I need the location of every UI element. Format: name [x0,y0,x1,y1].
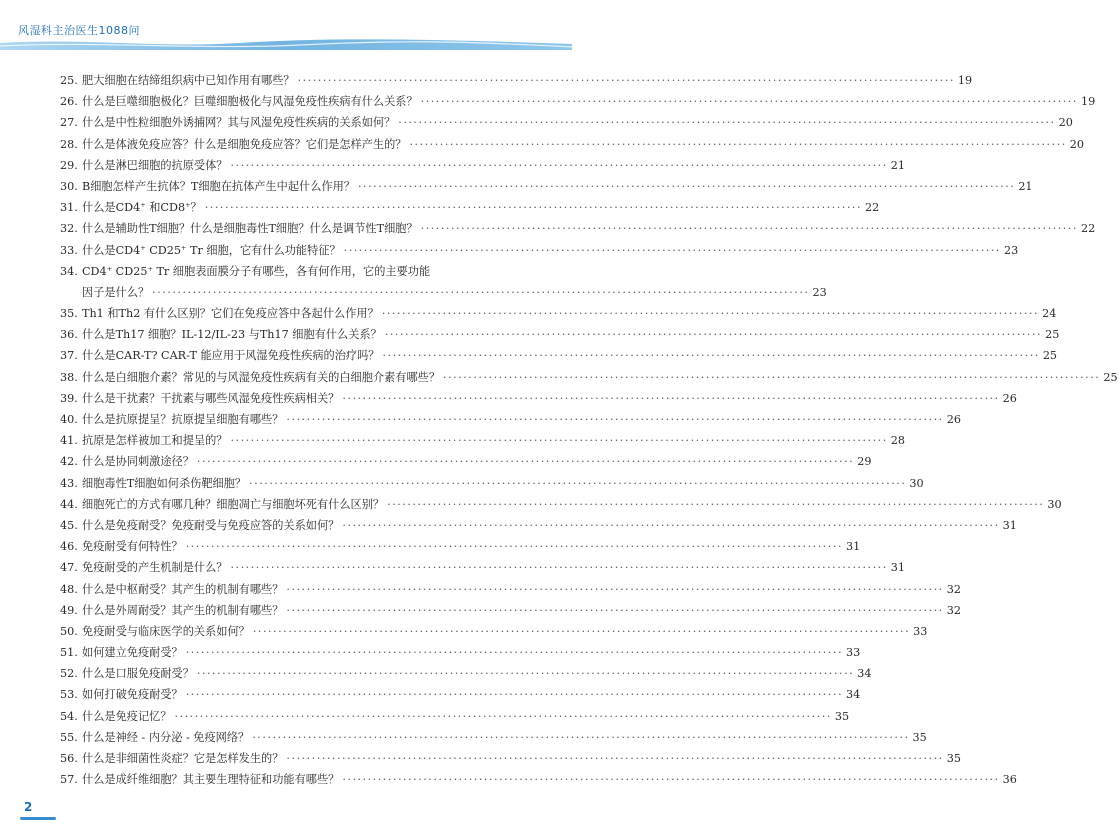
toc-entry-number: 30. [60,179,78,193]
toc-entry-title: 什么是成纤维细胞？其主要生理特征和功能有哪些？ [82,773,340,787]
toc-entry-number: 48. [60,582,78,596]
dot-leader [443,367,1100,388]
toc-entry[interactable] [60,324,1060,345]
dot-leader [421,91,1078,112]
toc-entry-title [82,197,202,218]
toc-entry-title: 什么是Th17 细胞？IL-12/IL-23 与Th17 细胞有什么关系？ [82,328,382,342]
toc-entry-page: 20 [1058,116,1073,130]
toc-entry-number: 34. [60,264,78,278]
footer-accent-line [20,817,56,820]
toc-entry[interactable] [60,345,1058,366]
dot-leader [152,282,809,303]
toc-entry-page: 25 [1042,349,1058,363]
toc-entry-page: 33 [846,646,861,660]
toc-entry-title: 什么是中枢耐受？其产生的机制有哪些？ [82,582,284,596]
dot-leader [342,769,999,790]
toc-entry-number: 38. [60,370,78,384]
toc-entry[interactable] [60,536,861,557]
toc-entry[interactable] [60,240,1019,261]
dot-leader [286,600,943,621]
toc-entry[interactable] [60,197,880,218]
dot-leader [253,621,910,642]
toc-entry-title [82,261,430,282]
toc-entry-number: 50. [60,624,78,638]
toc-entry[interactable] [60,473,924,494]
toc-entry-page: 22 [1080,222,1096,236]
toc-entry-page: 31 [890,561,906,575]
toc-entry[interactable] [60,70,973,91]
dot-leader [230,430,887,451]
toc-entry[interactable] [60,684,861,705]
title-fragment: CD4 [82,264,107,278]
toc-entry[interactable] [60,91,1096,112]
toc-entry[interactable] [60,303,1057,324]
toc-entry-title: 什么是外周耐受？其产生的机制有哪些？ [82,603,284,617]
dot-leader [387,494,1044,515]
toc-entry-page: 25 [1103,370,1118,384]
toc-entry[interactable] [60,112,1073,133]
toc-entry-number: 26. [60,95,78,109]
toc-entry-page: 32 [946,582,961,596]
toc-entry-title: 免疫耐受的产生机制是什么？ [82,561,228,575]
toc-entry-title: 什么是中性粒细胞外诱捕网？其与风湿免疫性疾病的关系如何？ [82,116,396,130]
toc-entry-page: 36 [1002,773,1017,787]
dot-leader [358,176,1015,197]
dot-leader [421,218,1078,239]
toc-entry-number: 31. [60,201,78,215]
dot-leader [409,134,1066,155]
toc-entry-number: 28. [60,137,78,151]
toc-entry-page: 24 [1042,307,1057,321]
toc-entry-page: 23 [1003,243,1019,257]
toc-entry[interactable] [60,727,927,748]
toc-entry-number: 35. [60,307,78,321]
dot-leader [205,197,862,218]
dot-leader [175,706,832,727]
toc-entry-number: 54. [60,709,78,723]
title-fragment: CD25 [145,243,181,257]
dot-leader [252,727,909,748]
toc-entry-title: 什么是口服免疫耐受？ [82,667,194,681]
title-fragment: Tr 细胞，它有什么功能特征？ [186,243,341,257]
toc-entry-number: 42. [60,455,78,469]
title-fragment: 和CD8 [145,201,186,215]
toc-entry-number: 57. [60,773,78,787]
toc-entry-title: 什么是干扰素？干扰素与哪些风湿免疫性疾病相关？ [82,391,340,405]
toc-entry[interactable] [60,155,906,176]
dot-leader [286,579,943,600]
dot-leader [286,748,943,769]
toc-entry[interactable] [60,176,1033,197]
toc-entry-page: 21 [890,158,906,172]
toc-entry-title: 因子是什么？ [82,285,150,299]
toc-entry-number: 56. [60,752,78,765]
dot-leader [197,663,854,684]
toc-entry[interactable] [60,388,1017,409]
toc-entry-title: 细胞死亡的方式有哪几种？细胞凋亡与细胞坏死有什么区别？ [82,497,385,511]
toc-entry[interactable] [60,579,961,600]
toc-entry-title: B细胞怎样产生抗体？T细胞在抗体产生中起什么作用？ [82,179,355,193]
dot-leader [286,409,943,430]
toc-entry-title: 什么是神经 - 内分泌 - 免疫网络？ [82,730,250,744]
dot-leader [298,70,955,91]
toc-entry[interactable] [60,134,1085,155]
toc-entry-title: 如何建立免疫耐受？ [82,646,183,660]
toc-entry-title: 什么是抗原提呈？抗原提呈细胞有哪些？ [82,413,284,426]
toc-entry[interactable] [60,430,906,451]
toc-entry-number: 46. [60,540,78,554]
dot-leader [230,155,887,176]
toc-entry-page: 28 [890,434,906,448]
dot-leader [385,324,1042,345]
dot-leader [342,515,999,536]
toc-entry-title: 什么是辅助性T细胞？什么是细胞毒性T细胞？什么是调节性T细胞？ [82,222,418,236]
toc-entry-page: 26 [1002,391,1017,405]
toc-entry-number: 27. [60,116,78,130]
dot-leader [186,684,843,705]
toc-entry-number: 44. [60,497,78,511]
toc-entry-title: 抗原是怎样被加工和提呈的？ [82,434,228,448]
page-header [0,0,572,52]
toc-entry-page: 33 [913,624,928,638]
dot-leader [382,303,1039,324]
toc-entry-number: 41. [60,434,78,448]
toc-entry[interactable] [60,769,1017,790]
toc-entry-number: 55. [60,730,78,744]
toc-entry-title: 免疫耐受有何特性？ [82,540,183,554]
toc-entry[interactable] [60,218,1096,239]
toc-entry[interactable] [60,621,928,642]
title-fragment: ？ [190,201,202,215]
title-fragment: 什么是CD4 [82,201,141,215]
toc-entry-title: 免疫耐受与临床医学的关系如何？ [82,624,250,638]
toc-entry-title: 什么是CAR-T? CAR-T 能应用于风湿免疫性疾病的治疗吗？ [82,349,380,363]
dot-leader [398,112,1055,133]
toc-entry-page: 19 [957,74,973,87]
title-fragment: Tr 细胞表面膜分子有哪些，各有何作用，它的主要功能 [152,264,431,278]
toc-entry[interactable] [60,409,961,430]
superscript: + [185,201,191,210]
toc-entry-page: 20 [1069,137,1085,151]
toc-entry-title: 如何打破免疫耐受？ [82,688,183,702]
book-title: 风湿科主治医生1088问 [18,24,140,37]
toc-entry-number: 43. [60,476,78,490]
toc-entry-title [82,240,341,261]
dot-leader [342,388,999,409]
toc-entry-page: 34 [857,667,872,681]
toc-entry-page: 29 [857,455,872,469]
toc-entry-number: 40. [60,413,78,426]
toc-entry-number: 33. [60,243,78,257]
superscript: + [140,201,146,210]
toc-entry[interactable] [60,557,906,578]
title-fragment: CD25 [112,264,148,278]
toc-entry[interactable] [60,642,861,663]
toc-entry-page: 35 [946,752,961,765]
toc-entry-number: 25. [60,74,78,87]
toc-entry-title: 什么是协同刺激途径？ [82,455,194,469]
toc-entry-number: 37. [60,349,78,363]
dot-leader [186,536,843,557]
page-number: 2 [24,800,33,814]
toc-entry-title: 肥大细胞在结缔组织病中已知作用有哪些？ [82,74,295,87]
toc-entry[interactable] [60,515,1017,536]
toc-entry-title: 什么是非细菌性炎症？它是怎样发生的？ [82,752,284,765]
dot-leader [230,557,887,578]
dot-leader [249,473,906,494]
toc-entry-page: 25 [1045,328,1060,342]
toc-entry-number: 39. [60,391,78,405]
toc-entry-number: 47. [60,561,78,575]
dot-leader [383,345,1040,366]
toc-entry-number: 49. [60,603,78,617]
toc-entry[interactable] [60,261,548,282]
toc-entry-number: 51. [60,646,78,660]
toc-entry-number: 45. [60,518,78,532]
toc-entry-title: 什么是白细胞介素？常见的与风湿免疫性疾病有关的白细胞介素有哪些？ [82,370,441,384]
toc-entry-page: 35 [912,730,927,744]
superscript: + [181,243,187,252]
toc-entry[interactable] [60,706,850,727]
toc-entry-title: 什么是免疫耐受？免疫耐受与免疫应答的关系如何？ [82,518,340,532]
toc-entry-number: 29. [60,158,78,172]
toc-entry-page: 26 [946,413,961,426]
toc-entry-number: 36. [60,328,78,342]
title-fragment: 什么是CD4 [82,243,141,257]
toc-entry[interactable] [60,494,1062,515]
toc-entry-page: 30 [909,476,924,490]
toc-entry-page: 31 [1002,518,1017,532]
dot-leader [344,240,1001,261]
toc-entry-title: 细胞毒性T细胞如何杀伤靶细胞？ [82,476,247,490]
toc-entry[interactable] [60,663,872,684]
toc-entry-page: 19 [1080,95,1096,109]
superscript: + [147,264,153,273]
toc-entry[interactable] [60,282,827,303]
toc-entry-title: 什么是免疫记忆？ [82,709,172,723]
toc-entry[interactable] [60,748,961,769]
toc-entry-title: 什么是巨噬细胞极化？巨噬细胞极化与风湿免疫性疾病有什么关系？ [82,95,418,109]
dot-leader [186,642,843,663]
toc-entry[interactable] [60,451,872,472]
header-decorative-band [0,38,572,50]
toc-entry-number: 52. [60,667,78,681]
toc-entry-page: 21 [1018,179,1033,193]
toc-entry-page: 32 [946,603,961,617]
table-of-contents [60,70,1118,790]
toc-entry-number: 53. [60,688,78,702]
toc-entry-page: 22 [865,201,880,215]
toc-entry-title: Th1 和Th2 有什么区别？它们在免疫应答中各起什么作用？ [82,307,379,321]
toc-entry-page: 34 [846,688,861,702]
dot-leader [197,451,854,472]
toc-entry-page: 23 [812,285,827,299]
superscript: + [140,243,146,252]
toc-entry-number: 32. [60,222,78,236]
toc-entry-page: 35 [834,709,850,723]
toc-entry-page: 31 [846,540,861,554]
toc-entry-page: 30 [1047,497,1062,511]
toc-entry-title: 什么是淋巴细胞的抗原受体？ [82,158,228,172]
superscript: + [106,264,113,273]
toc-entry[interactable] [60,600,961,621]
toc-entry-title: 什么是体液免疫应答？什么是细胞免疫应答？它们是怎样产生的？ [82,137,407,151]
toc-entry[interactable] [60,367,1118,388]
